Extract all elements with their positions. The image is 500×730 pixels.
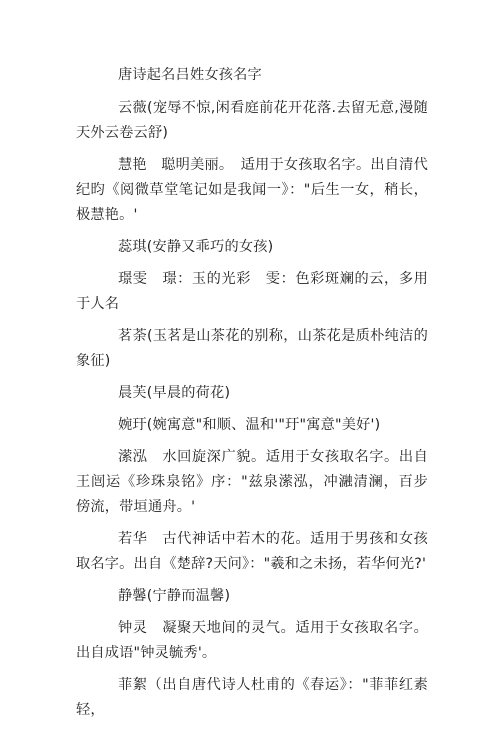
name-entry-huiyan: 慧艳 聪明美丽。 适用于女孩取名字。出自清代纪昀《阅微草堂笔记如是我闻一》："后生一女，稍长，极慧艳。' xyxy=(76,157,428,223)
name-entry-yinghong: 潆泓 水回旋深广貌。适用于女孩取名字。出自王闿运《珍珠泉铭》序："兹泉潆泓，冲瀜清澜，百步傍流，带垣通舟。' xyxy=(76,449,428,515)
name-entry-mingtu: 茗荼(玉茗是山茶花的别称，山茶花是质朴纯洁的象征) xyxy=(76,328,428,369)
name-entry-zhongling: 钟灵 凝聚天地间的灵气。适用于女孩取名字。出自成语"钟灵毓秀'。 xyxy=(76,620,428,661)
name-entry-chenfu: 晨芙(早晨的荷花) xyxy=(118,385,231,401)
document-title: 唐诗起名吕姓女孩名字 xyxy=(118,67,262,83)
name-entry-ruiqi: 蕊琪(安静又乖巧的女孩) xyxy=(118,239,274,255)
name-entry-jingwen: 璟雯 璟：玉的光彩 雯：色彩斑斓的云，多用于人名 xyxy=(76,271,428,312)
name-entry-wanyu: 婉玗(婉寓意"和顺、温和'"玗"寓意"美好') xyxy=(118,417,381,433)
document-body xyxy=(76,63,428,730)
name-entry-jingxin: 静馨(宁静而温馨) xyxy=(118,588,231,604)
name-entry-ruohua: 若华 古代神话中若木的花。适用于男孩和女孩取名字。出自《楚辞?天问》："羲和之未扬，若华何光?' xyxy=(76,531,428,572)
name-entry-yunwei: 云薇(宠辱不惊,闲看庭前花开花落.去留无意,漫随天外云卷云舒) xyxy=(76,100,428,141)
name-entry-feixu: 菲絮（出自唐代诗人杜甫的《春运》："菲菲红素轻， xyxy=(76,677,428,718)
